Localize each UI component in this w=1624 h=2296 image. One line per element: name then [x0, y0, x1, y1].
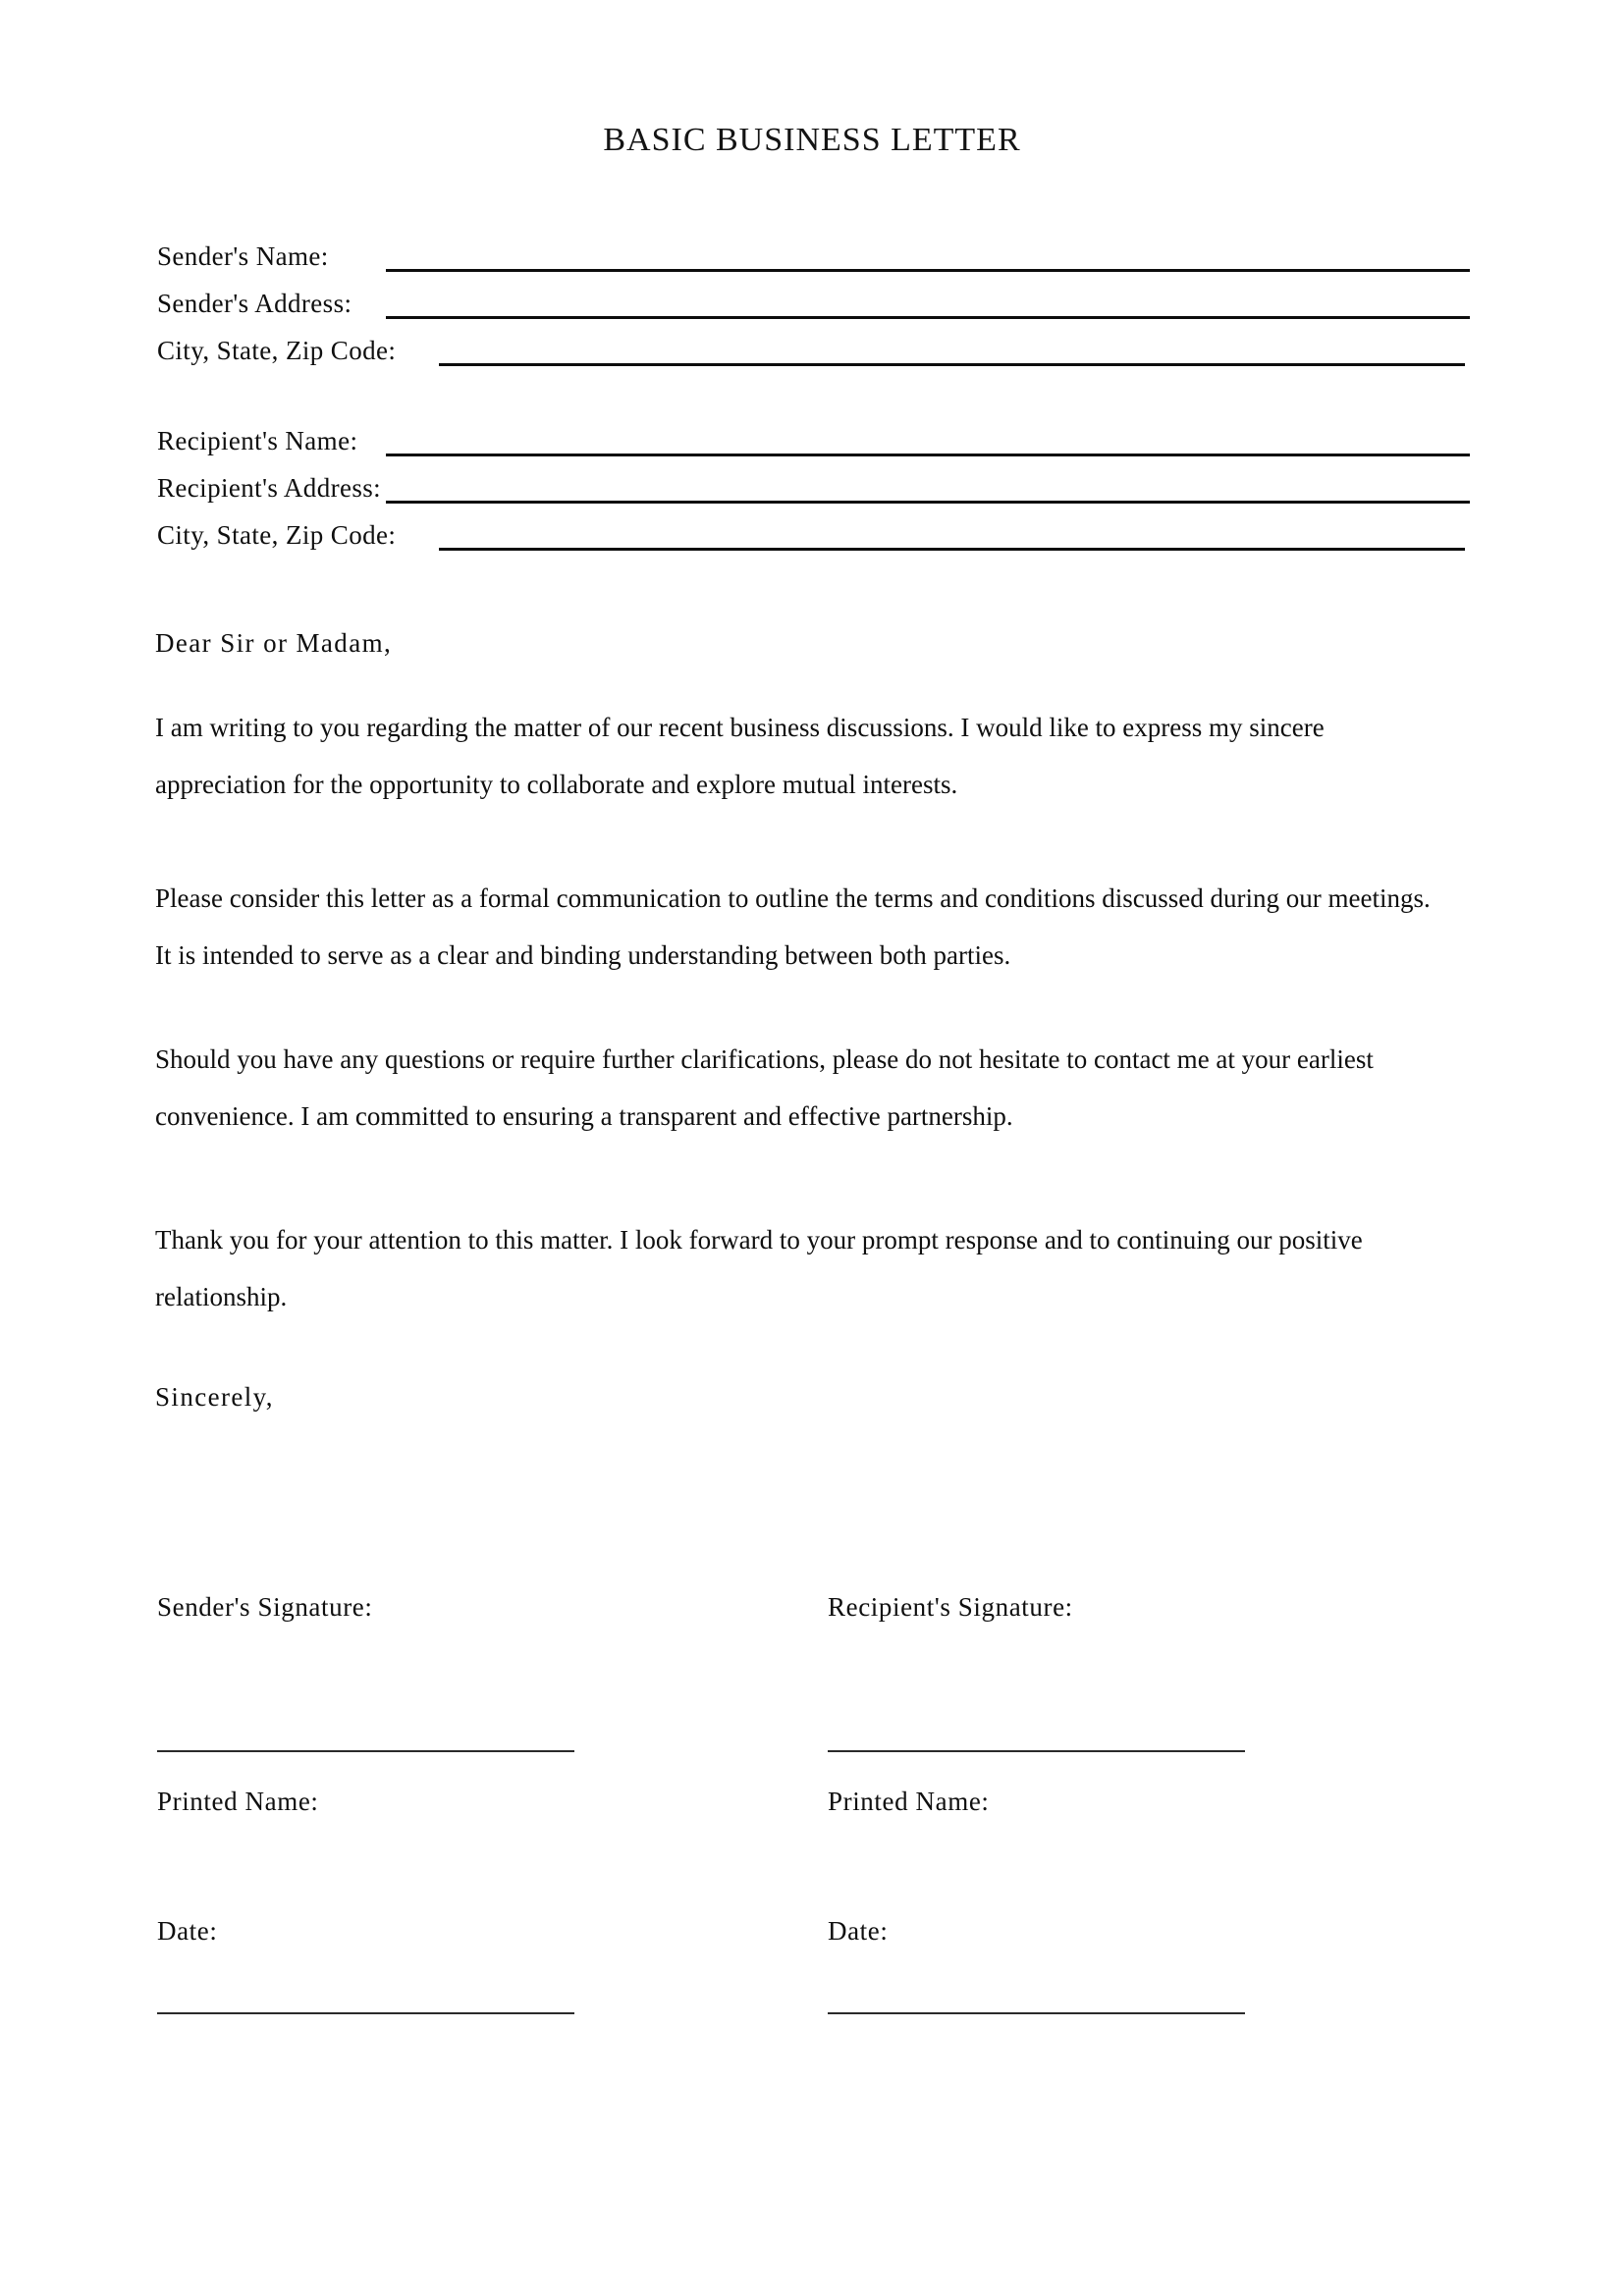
- recipient-printed-name-label: Printed Name:: [828, 1787, 990, 1816]
- field-row-senders-name: [157, 236, 1470, 283]
- paragraph-line: Please consider this letter as a formal communication to outline the terms and conditions discussed during our meetings.: [155, 883, 1431, 913]
- sender-date-label: Date:: [157, 1916, 218, 1946]
- senders-signature-label: Sender's Signature:: [157, 1592, 373, 1622]
- closing: Sincerely,: [155, 1382, 274, 1412]
- sender-city-state-zip-label: City, State, Zip Code:: [157, 336, 397, 365]
- paragraph-line: Should you have any questions or require further clarifications, please do not hesitate to contact me at your earliest: [155, 1044, 1374, 1074]
- recipients-name-input-line[interactable]: [386, 454, 1470, 456]
- recipient-city-state-zip-input-line[interactable]: [439, 548, 1465, 551]
- body-paragraph-4: [155, 1211, 1363, 1325]
- body-paragraph-1: [155, 699, 1325, 813]
- recipient-signature-line[interactable]: [828, 1750, 1245, 1752]
- recipients-name-label: Recipient's Name:: [157, 426, 358, 455]
- sender-signature-column: [157, 1590, 581, 2052]
- senders-address-input-line[interactable]: [386, 316, 1470, 319]
- sender-date-line[interactable]: [157, 2012, 574, 2014]
- recipient-city-state-zip-label: City, State, Zip Code:: [157, 520, 397, 550]
- body-paragraph-3: [155, 1031, 1374, 1145]
- recipient-signature-column: [828, 1590, 1252, 2052]
- sender-printed-name-label: Printed Name:: [157, 1787, 319, 1816]
- field-row-recipients-address: [157, 467, 1470, 514]
- field-row-sender-city-state-zip: [157, 330, 1470, 377]
- paragraph-line: relationship.: [155, 1282, 288, 1311]
- recipient-date-label: Date:: [828, 1916, 889, 1946]
- senders-name-input-line[interactable]: [386, 269, 1470, 272]
- page-title: BASIC BUSINESS LETTER: [603, 122, 1021, 158]
- body-paragraph-2: [155, 870, 1431, 984]
- field-row-recipient-city-state-zip: [157, 514, 1470, 561]
- field-row-senders-address: [157, 283, 1470, 330]
- senders-name-label: Sender's Name:: [157, 241, 329, 271]
- paragraph-line: appreciation for the opportunity to collaborate and explore mutual interests.: [155, 770, 958, 799]
- recipients-signature-label: Recipient's Signature:: [828, 1592, 1073, 1622]
- recipients-address-input-line[interactable]: [386, 501, 1470, 504]
- salutation: Dear Sir or Madam,: [155, 628, 393, 658]
- sender-city-state-zip-input-line[interactable]: [439, 363, 1465, 366]
- recipient-date-line[interactable]: [828, 2012, 1245, 2014]
- paragraph-line: It is intended to serve as a clear and binding understanding between both parties.: [155, 940, 1011, 970]
- field-row-recipients-name: [157, 420, 1470, 467]
- sender-signature-line[interactable]: [157, 1750, 574, 1752]
- senders-address-label: Sender's Address:: [157, 289, 352, 318]
- paragraph-line: Thank you for your attention to this matter. I look forward to your prompt response and to continuing our positive: [155, 1225, 1363, 1255]
- paragraph-line: convenience. I am committed to ensuring a transparent and effective partnership.: [155, 1101, 1013, 1131]
- paragraph-line: I am writing to you regarding the matter of our recent business discussions. I would like to express my sincere: [155, 713, 1325, 742]
- recipients-address-label: Recipient's Address:: [157, 473, 382, 503]
